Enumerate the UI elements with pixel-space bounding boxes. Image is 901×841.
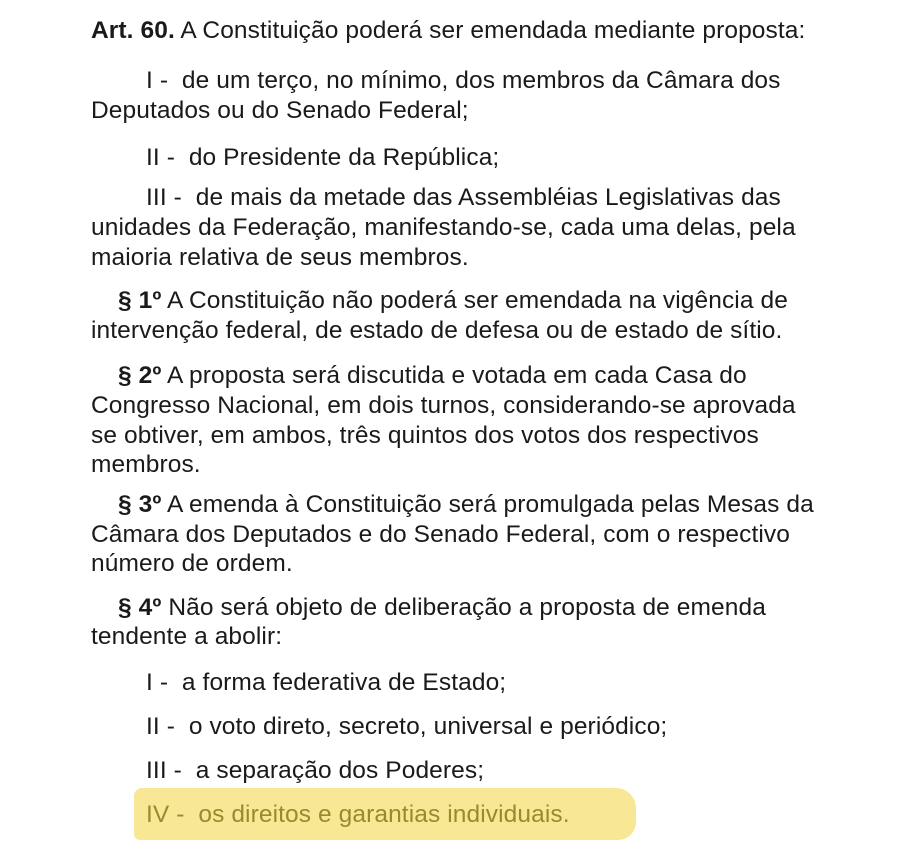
inciso-number: IV -: [146, 801, 185, 828]
inciso-ii-line-1: [146, 143, 499, 173]
paragrafo-1-line-2: intervenção federal, de estado de defesa ou de estado de sítio.: [91, 317, 783, 344]
article-text: A Constituição poderá ser emendada mediante proposta:: [180, 17, 806, 44]
inciso-number: III -: [146, 184, 182, 211]
paragrafo-4-line-1: [118, 593, 766, 623]
paragrafo-2-line-2: Congresso Nacional, em dois turnos, considerando-se aprovada: [91, 392, 796, 419]
paragrafo-2-line-4: membros.: [91, 451, 201, 478]
p4-inciso-ii: [146, 712, 667, 742]
p4-inciso-iv: [146, 800, 570, 830]
inciso-number: I -: [146, 669, 169, 696]
inciso-i-line-1: [146, 66, 781, 96]
paragrafo-label: § 3º: [118, 491, 162, 518]
inciso-iii-line-1: [146, 183, 781, 213]
paragrafo-text: Não será objeto de deliberação a proposta de emenda: [168, 594, 766, 621]
inciso-iii-line-3: maioria relativa de seus membros.: [91, 244, 469, 271]
inciso-iii-line-2: unidades da Federação, manifestando-se, cada uma delas, pela: [91, 214, 796, 241]
paragrafo-2-line-3: se obtiver, em ambos, três quintos dos votos dos respectivos: [91, 422, 759, 449]
inciso-text: do Presidente da República;: [188, 144, 500, 171]
paragrafo-label: § 2º: [118, 362, 162, 389]
inciso-number: III -: [146, 757, 182, 784]
paragrafo-text: A Constituição não poderá ser emendada na vigência de: [166, 287, 788, 314]
paragrafo-text: A emenda à Constituição será promulgada pelas Mesas da: [166, 491, 814, 518]
article-label: Art. 60.: [91, 17, 175, 44]
paragrafo-text: A proposta será discutida e votada em cada Casa do: [166, 362, 747, 389]
paragrafo-3-line-2: Câmara dos Deputados e do Senado Federal, com o respectivo: [91, 521, 791, 548]
p4-inciso-iii: [146, 756, 484, 786]
inciso-number: II -: [146, 713, 175, 740]
inciso-text: os direitos e garantias individuais.: [198, 801, 570, 828]
paragrafo-3-line-1: [118, 490, 814, 520]
inciso-text: o voto direto, secreto, universal e periódico;: [188, 713, 668, 740]
inciso-text: a forma federativa de Estado;: [181, 669, 507, 696]
inciso-i-line-2: Deputados ou do Senado Federal;: [91, 97, 469, 124]
paragrafo-1-line-1: [118, 286, 788, 316]
paragrafo-3-line-3: número de ordem.: [91, 550, 293, 577]
paragrafo-label: § 4º: [118, 594, 162, 621]
inciso-number: II -: [146, 144, 175, 171]
inciso-number: I -: [146, 67, 169, 94]
paragrafo-4-line-2: tendente a abolir:: [91, 623, 283, 650]
article-heading: [91, 16, 805, 46]
inciso-text: de um terço, no mínimo, dos membros da Câmara dos: [181, 67, 781, 94]
inciso-text: a separação dos Poderes;: [195, 757, 485, 784]
paragrafo-2-line-1: [118, 361, 747, 391]
inciso-text: de mais da metade das Assembléias Legislativas das: [195, 184, 781, 211]
p4-inciso-i: [146, 668, 506, 698]
paragrafo-label: § 1º: [118, 287, 162, 314]
